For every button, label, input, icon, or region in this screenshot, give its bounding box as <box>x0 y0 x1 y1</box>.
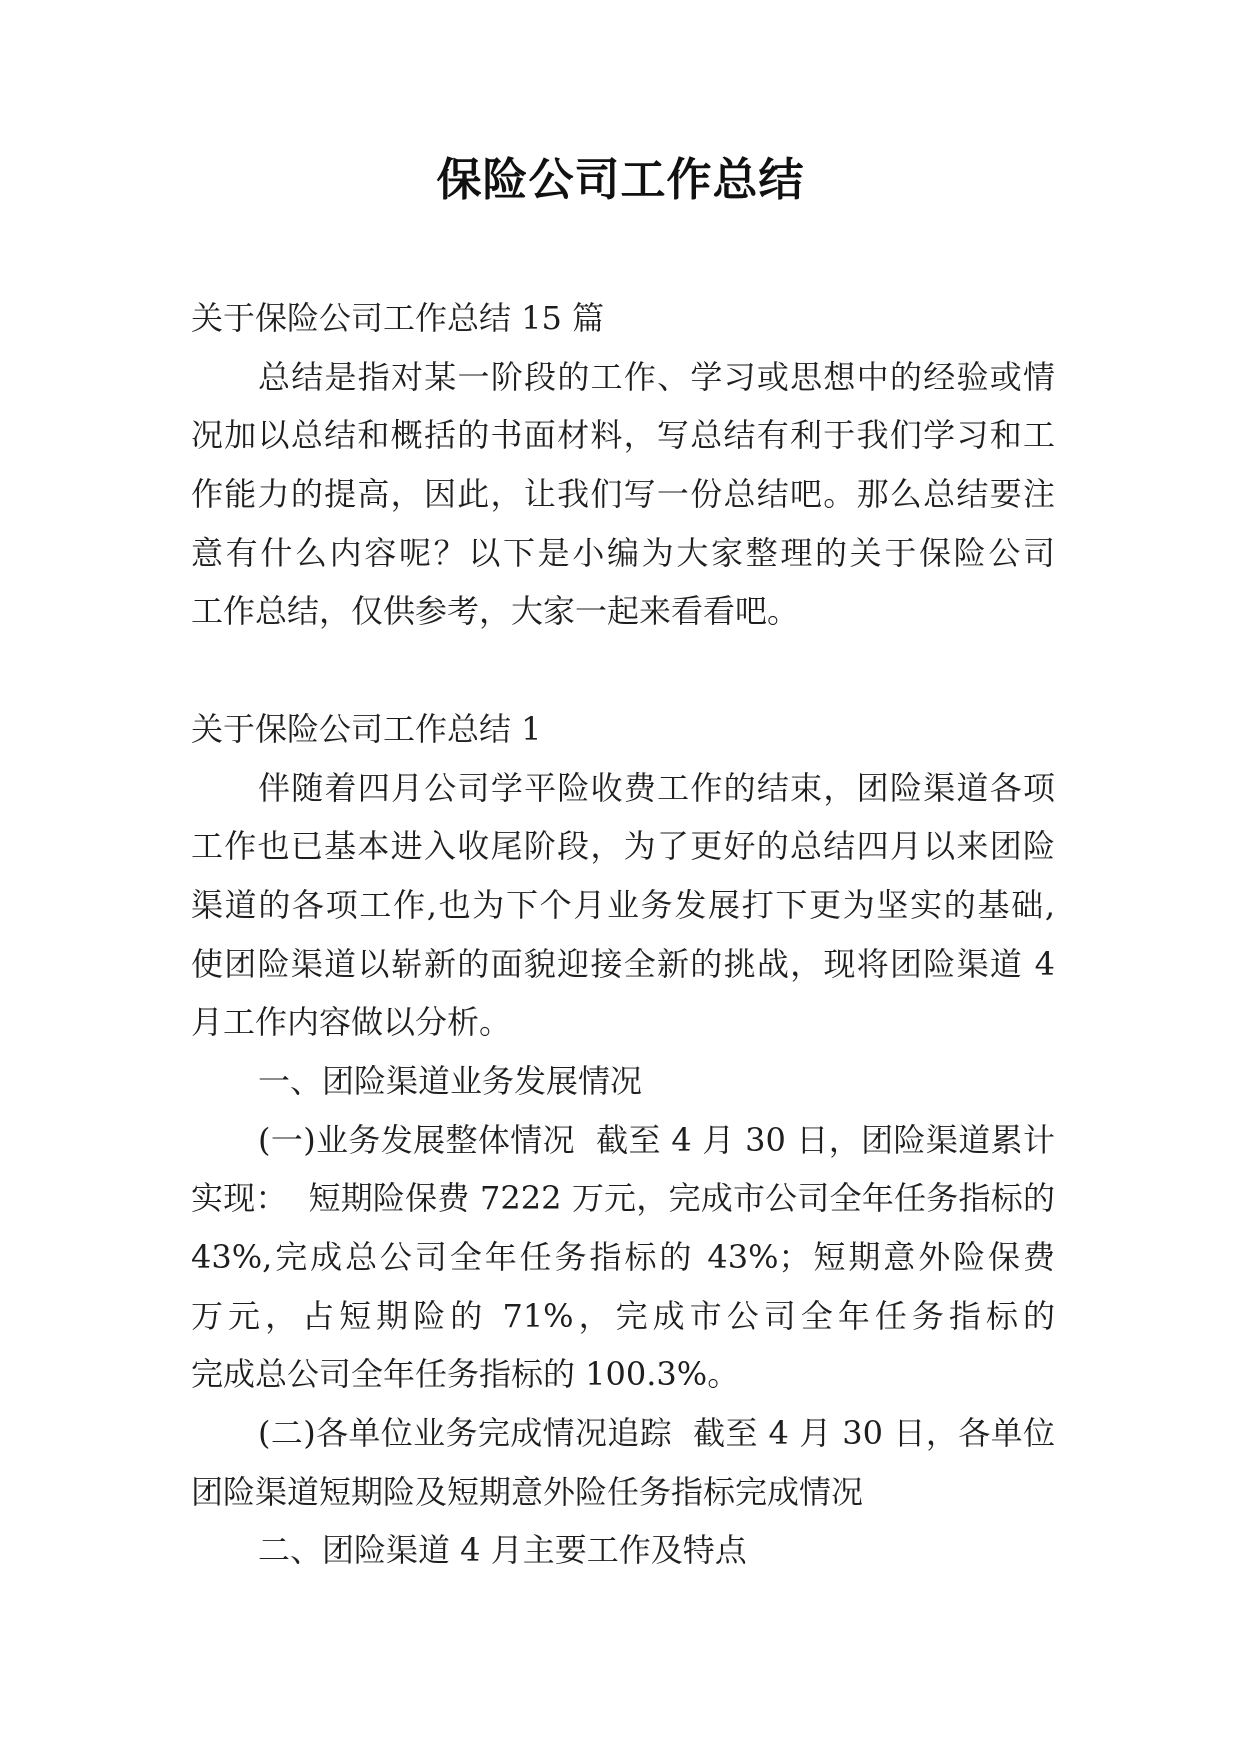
paragraph-line: 43%,完成总公司全年任务指标的 43%；短期意外险保费 <box>191 1238 1055 1276</box>
paragraph-line: 月工作内容做以分析。 <box>191 1003 512 1042</box>
paragraph-line: 作能力的提高，因此，让我们写一份总结吧。那么总结要注 <box>191 475 1055 514</box>
paragraph-line: 意有什么内容呢？以下是小编为大家整理的关于保险公司 <box>191 533 1055 572</box>
section-heading: 关于保险公司工作总结 1 <box>191 709 542 748</box>
paragraph-line: 况加以总结和概括的书面材料，写总结有利于我们学习和工 <box>191 416 1055 455</box>
collection-heading: 关于保险公司工作总结 15 篇 <box>191 299 605 337</box>
paragraph-line: 工作也已基本进入收尾阶段，为了更好的总结四月以来团险 <box>191 827 1055 866</box>
paragraph-line: 实现： 短期险保费 7222 万元，完成市公司全年任务指标的 <box>191 1179 1055 1218</box>
paragraph-line: (二)各单位业务完成情况追踪 截至 4 月 30 日，各单位 <box>258 1414 1055 1453</box>
intro-paragraph <box>191 348 1055 641</box>
blank-line <box>191 641 1055 700</box>
document-title: 保险公司工作总结 <box>436 153 805 206</box>
paragraph-line: 团险渠道短期险及短期意外险任务指标完成情况 <box>191 1472 864 1511</box>
paragraph-line: 使团险渠道以崭新的面貌迎接全新的挑战，现将团险渠道 4 <box>191 944 1055 983</box>
part1-heading: 一、团险渠道业务发展情况 <box>258 1061 643 1100</box>
item1-paragraph <box>191 1111 1055 1404</box>
document-body <box>191 289 1055 1580</box>
paragraph-line: 伴随着四月公司学平险收费工作的结束，团险渠道各项 <box>258 768 1055 807</box>
item2-paragraph <box>191 1404 1055 1521</box>
part2-heading: 二、团险渠道 4 月主要工作及特点 <box>258 1531 747 1570</box>
paragraph-line: 总结是指对某一阶段的工作、学习或思想中的经验或情 <box>258 357 1055 396</box>
section-paragraph <box>191 759 1055 1052</box>
paragraph-line: 完成总公司全年任务指标的 100.3%。 <box>191 1355 740 1394</box>
paragraph-line: (一)业务发展整体情况 截至 4 月 30 日，团险渠道累计 <box>258 1120 1055 1159</box>
paragraph-line: 渠道的各项工作,也为下个月业务发展打下更为坚实的基础, <box>191 885 1055 924</box>
paragraph-line: 工作总结，仅供参考，大家一起来看看吧。 <box>191 592 800 631</box>
paragraph-line: 万元，占短期险的 71%，完成市公司全年任务指标的 <box>191 1296 1055 1335</box>
